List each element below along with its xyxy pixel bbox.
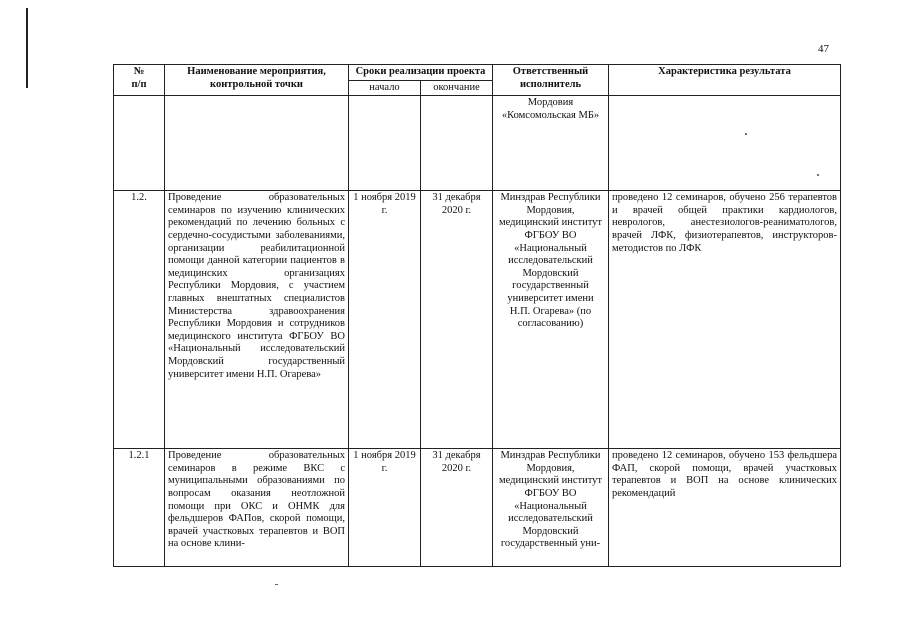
header-end: окончание xyxy=(421,80,493,96)
header-responsible: Ответственный исполнитель xyxy=(493,65,609,96)
events-table xyxy=(113,64,841,567)
row-end xyxy=(421,96,493,191)
row-name: Проведение образовательных семинаров в режиме ВКС с муниципальными образованиями по вопросам оказания неотложной помощи при ОКС и ОНМК для фельдшеров ФАПов, скорой помощи, врачей участковых терапевтов и ВОП на основе клини- xyxy=(165,449,349,567)
row-end: 31 декабря 2020 г. xyxy=(421,449,493,567)
row-name: Проведение образовательных семинаров по изучению клинических рекомендаций по лечению больных с сердечно-сосудистыми заболеваниями, организации реабилитационной помощи данной категории пациентов в медицинских организациях Республики Мордовия, с участием главных внештатных специалистов Министерства здравоохранения Республики Мордовия и сотрудников медицинского института ФГБОУ ВО «Национальный исследовательский Мордовский государственный университет имени Н.П. Огарева» xyxy=(165,191,349,449)
header-period: Сроки реализации проекта xyxy=(349,65,493,81)
row-responsible: Минздрав Республики Мордовия, медицинский институт ФГБОУ ВО «Национальный исследовательский Мордовский государственный университет имени Н.П. Огарева» (по согласованию) xyxy=(493,191,609,449)
page-number: 47 xyxy=(818,43,829,55)
row-result: проведено 12 семинаров, обучено 256 терапевтов и врачей общей практики кардиологов, неврологов, анестезиологов-реаниматологов, врачей ЛФК, физиотерапевтов, инструкторов-методистов по ЛФК xyxy=(609,191,841,449)
row-responsible: Минздрав Республики Мордовия, медицинский институт ФГБОУ ВО «Национальный исследовательский Мордовский государственный уни- xyxy=(493,449,609,567)
scan-speck xyxy=(745,133,747,135)
header-name: Наименование мероприятия, контрольной точки xyxy=(165,65,349,96)
row-end: 31 декабря 2020 г. xyxy=(421,191,493,449)
row-result: проведено 12 семинаров, обучено 153 фельдшера ФАП, скорой помощи, врачей участковых терапевтов и ВОП на основе клинических рекомендаций xyxy=(609,449,841,567)
row-num: 1.2.1 xyxy=(114,449,165,567)
table-row xyxy=(114,191,841,449)
row-start: 1 ноября 2019 г. xyxy=(349,191,421,449)
row-name xyxy=(165,96,349,191)
row-num: 1.2. xyxy=(114,191,165,449)
table-header-row xyxy=(114,65,841,81)
row-responsible: Мордовия «Комсомольская МБ» xyxy=(493,96,609,191)
scan-edge-line xyxy=(26,8,28,88)
row-result xyxy=(609,96,841,191)
header-result: Характеристика результата xyxy=(609,65,841,96)
header-start: начало xyxy=(349,80,421,96)
scan-speck xyxy=(817,174,819,176)
row-num xyxy=(114,96,165,191)
row-start: 1 ноября 2019 г. xyxy=(349,449,421,567)
table-row xyxy=(114,449,841,567)
scan-speck xyxy=(275,584,278,585)
row-start xyxy=(349,96,421,191)
header-num: № п/п xyxy=(114,65,165,96)
table-row xyxy=(114,96,841,191)
